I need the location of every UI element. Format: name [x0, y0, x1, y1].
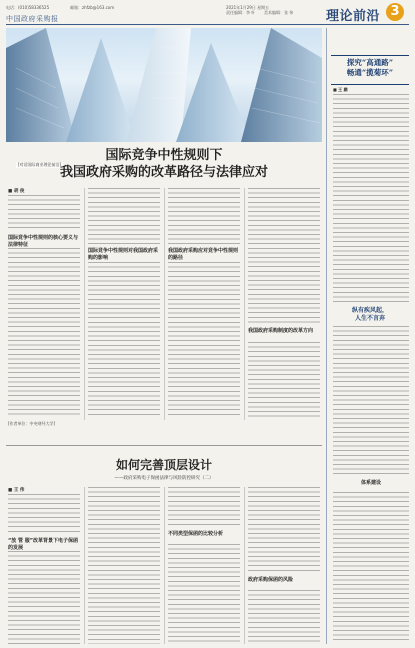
header-phone: 电话：(010)58336525 — [6, 5, 50, 10]
article1-title-line2: 我国政府采购的改革路径与法律应对 — [59, 165, 268, 180]
article2-col4-top — [248, 487, 320, 573]
sidebar-subtitle — [331, 307, 409, 323]
sidebar-title-line2: 畅通“揽菊环” — [346, 68, 394, 77]
hero-caption: [对话国际商业理论前沿] — [18, 162, 62, 167]
article-separator — [6, 445, 322, 446]
column-divider — [84, 188, 85, 420]
sidebar-title-line1: 探究“高通路” — [346, 58, 394, 67]
article1-col4-top — [248, 188, 320, 324]
header-editor: 责任编辑：李 叶 — [226, 10, 256, 15]
article2-subhead3: 政府采购保函的风险 — [248, 577, 294, 583]
article1-col2-top — [88, 188, 160, 244]
article1-subhead3: 我国政府采购应对竞争中性规则的路径 — [168, 248, 239, 261]
sidebar-byline: ■ 王 鹏 — [333, 87, 348, 92]
header-designer: 美术编辑：张 伟 — [264, 10, 294, 15]
article2-col1-body — [8, 551, 80, 644]
article2-col2-body — [88, 487, 160, 644]
header-rule — [6, 24, 409, 25]
article2-col4-body — [248, 590, 320, 644]
skyscraper-illustration — [6, 28, 322, 142]
article2-col3-body — [168, 544, 240, 644]
article1-col1-body — [8, 248, 80, 418]
article1-title — [6, 147, 322, 181]
column-divider — [244, 188, 245, 420]
article1-col2-body — [88, 262, 160, 418]
column-divider — [84, 487, 85, 644]
article2-title: 如何完善顶层设计 — [115, 458, 212, 472]
article2-col3-top — [168, 487, 240, 527]
sidebar-body-top — [333, 94, 409, 304]
article1-col4-body — [248, 342, 320, 418]
sidebar-body-bottom — [333, 492, 409, 644]
sidebar-title — [331, 58, 409, 78]
header-email: 邮箱：zhfzb@163.com — [70, 5, 115, 10]
section-title: 理论前沿 — [326, 9, 381, 24]
article2-col1-para1 — [8, 494, 80, 534]
header-date: 2021年1月29日 星期五 — [226, 5, 270, 10]
column-divider — [244, 487, 245, 644]
article1-subhead2: 国际竞争中性规则对我国政府采购的影响 — [88, 248, 159, 261]
article1-byline: ■ 胡 俊 — [8, 189, 25, 194]
article1-subhead1: 国际竞争中性规则的核心要义与法律特征 — [8, 235, 79, 248]
article2-byline: ■ 王 伟 — [8, 488, 25, 493]
column-divider — [164, 487, 165, 644]
column-divider — [164, 188, 165, 420]
sidebar-divider — [326, 28, 327, 644]
article1-col3-top — [168, 188, 240, 244]
article1-title-line1: 国际竞争中性规则下 — [105, 148, 223, 163]
article2-subhead2: 不同类型保函的比较分析 — [168, 531, 224, 537]
sidebar-body-middle — [333, 326, 409, 476]
sidebar-subtitle-line2: 人生不言弃 — [354, 315, 385, 322]
sidebar-subtitle-line1: 纵有疾风起， — [351, 307, 388, 314]
page-number-badge: 3 — [386, 3, 404, 21]
article2-subhead1: “放 管 服”改革背景下电子保函的发展 — [8, 538, 79, 551]
article2-subtitle: ——政府采购电子保函法律与风险防控研究（二） — [114, 476, 214, 481]
article1-col3-body — [168, 262, 240, 418]
paper-name: 中国政府采购报 — [6, 15, 59, 23]
article1-subhead4: 我国政府采购制度的改革方向 — [248, 328, 314, 334]
article1-col1-para1 — [8, 195, 80, 231]
article1-editor-note: [作者单位：中央财经大学] — [8, 421, 56, 426]
sidebar-subhead: 体系建设 — [360, 480, 381, 486]
